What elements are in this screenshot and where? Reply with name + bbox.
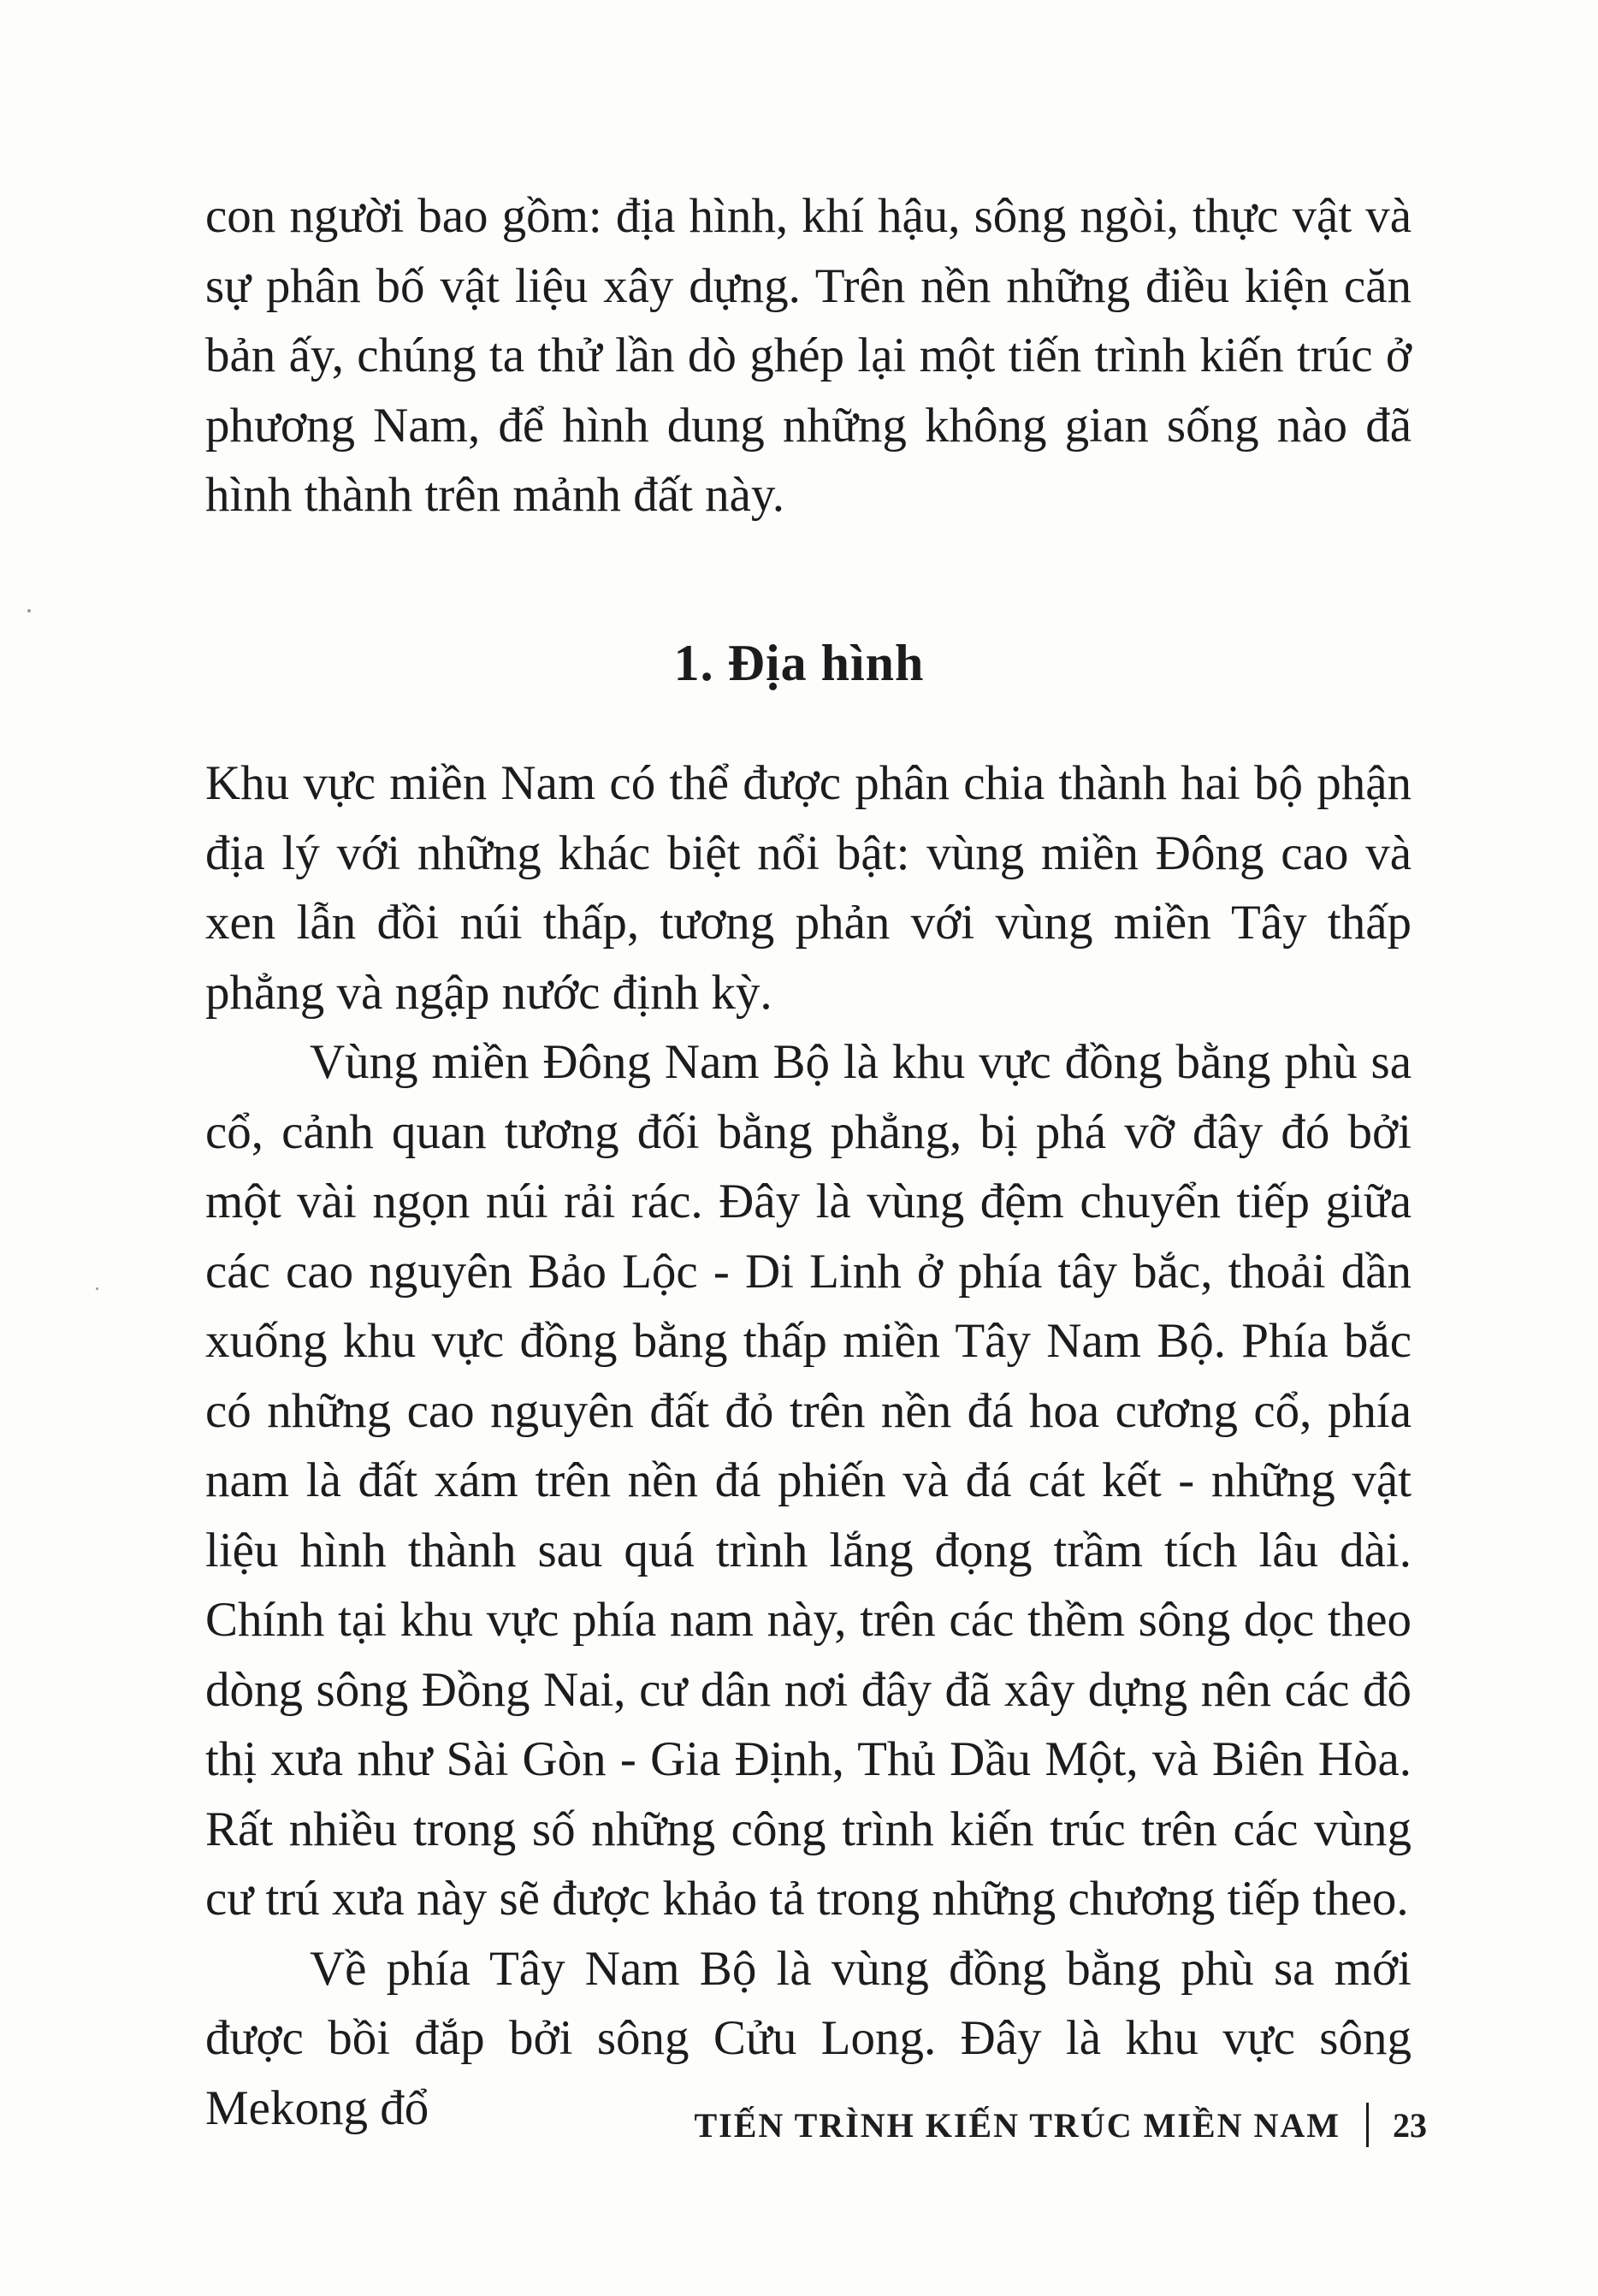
section-heading: 1. Địa hình (673, 635, 925, 691)
running-title: TIẾN TRÌNH KIẾN TRÚC MIỀN NAM (694, 2105, 1341, 2145)
running-footer (695, 2103, 1428, 2147)
paragraph-2: Vùng miền Đông Nam Bộ là khu vực đồng bằng phù sa cổ, cảnh quan tương đối bằng phẳng, bị phá vỡ đây đó bởi một vài ngọn núi rải rác. Đây là vùng đệm chuyển tiếp giữa các cao nguyên Bảo Lộc - Di Linh ở phía tây bắc, thoải dần xuống khu vực đồng bằng thấp miền Tây Nam Bộ. Phía bắc có những cao nguyên đất đỏ trên nền đá hoa cương cổ, phía nam là đất xám trên nền đá phiến và đá cát kết - những vật liệu hình thành sau quá trình lắng đọng trầm tích lâu dài. Chính tại khu vực phía nam này, trên các thềm sông dọc theo dòng sông Đồng Nai, cư dân nơi đây đã xây dựng nên các đô thị xưa như Sài Gòn - Gia Định, Thủ Dầu Một, và Biên Hòa. Rất nhiều trong số những công trình kiến trúc trên các vùng cư trú xưa này sẽ được khảo tả trong những chương tiếp theo. (205, 1035, 1412, 1926)
footer-divider (1366, 2103, 1369, 2147)
scan-speck (27, 609, 31, 612)
section-body (205, 749, 1412, 2143)
paragraph-3: Về phía Tây Nam Bộ là vùng đồng bằng phù sa mới được bồi đắp bởi sông Cửu Long. Đây là khu vực sông Mekong đổ (205, 1941, 1412, 2135)
paragraph-1: Khu vực miền Nam có thể được phân chia thành hai bộ phận địa lý với những khác biệt nổi bật: vùng miền Đông cao và xen lẫn đồi núi thấp, tương phản với vùng miền Tây thấp phẳng và ngập nước định kỳ. (205, 756, 1412, 1020)
intro-text (205, 181, 1412, 530)
scan-speck (96, 1287, 98, 1290)
intro-paragraph: con người bao gồm: địa hình, khí hậu, sông ngòi, thực vật và sự phân bố vật liệu xây dựng. Trên nền những điều kiện căn bản ấy, chúng ta thử lần dò ghép lại một tiến trình kiến trúc ở phương Nam, để hình dung những không gian sống nào đã hình thành trên mảnh đất này. (205, 189, 1412, 522)
page-number: 23 (1393, 2105, 1427, 2145)
